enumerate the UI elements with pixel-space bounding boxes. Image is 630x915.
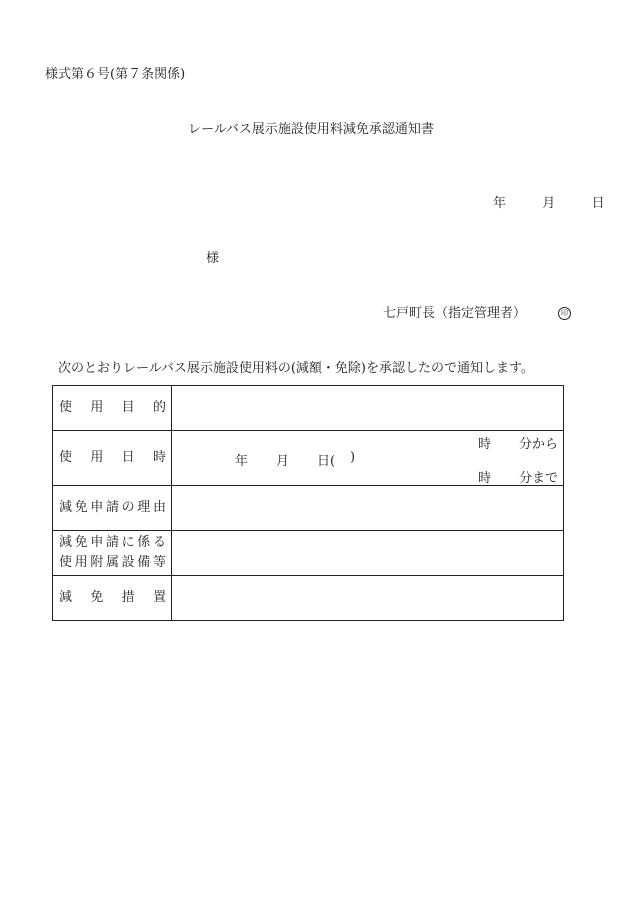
date-day: 日 [591,196,605,211]
purpose-value-cell[interactable] [172,386,564,431]
equipment-label-line2: 使 用 附 属 設 備 等 [59,555,166,570]
dt-day: 日( [317,454,336,469]
dt-month: 月 [276,454,290,469]
dt-start-hour: 時 [478,437,492,452]
datetime-label: 使 用 日 時 [59,450,166,465]
purpose-label-cell [53,386,172,431]
equipment-label-cell [53,531,172,576]
document-title: レールバス展示施設使用料減免承認通知書 [188,122,434,137]
datetime-label-cell [53,431,172,486]
issue-date [493,196,605,212]
date-year: 年 [493,196,507,211]
dt-close: ) [350,450,356,465]
measure-label-cell [53,576,172,621]
issuer-name: 七戸町長（指定管理者） [383,306,527,321]
equipment-label-line1: 減 免 申 請 に 係 る [59,535,166,550]
dt-end-hour: 時 [478,471,492,486]
approval-table [52,385,564,621]
equipment-value-cell[interactable] [172,531,564,576]
reason-label-cell [53,486,172,531]
measure-value-cell[interactable] [172,576,564,621]
reason-label: 減 免 申 請 の 理 由 [59,500,166,515]
datetime-value-cell[interactable] [172,431,564,486]
form-number: 様式第６号(第７条関係) [45,67,186,82]
table-row-measure [53,576,564,621]
reason-value-cell[interactable] [172,486,564,531]
dt-start-min: 分から [519,437,559,452]
date-month: 月 [542,196,556,211]
purpose-label: 使 用 目 的 [59,400,166,415]
table-row-datetime [53,431,564,486]
seal-icon: 印 [558,307,571,320]
table-row-equipment [53,531,564,576]
table-row-purpose [53,386,564,431]
intro-text: 次のとおりレールバス展示施設使用料の(減額・免除)を承認したので通知します。 [58,361,534,376]
measure-label: 減 免 措 置 [59,590,166,605]
dt-year: 年 [235,454,249,469]
addressee-suffix: 様 [206,251,220,266]
dt-end-min: 分まで [519,471,559,486]
table-row-reason [53,486,564,531]
